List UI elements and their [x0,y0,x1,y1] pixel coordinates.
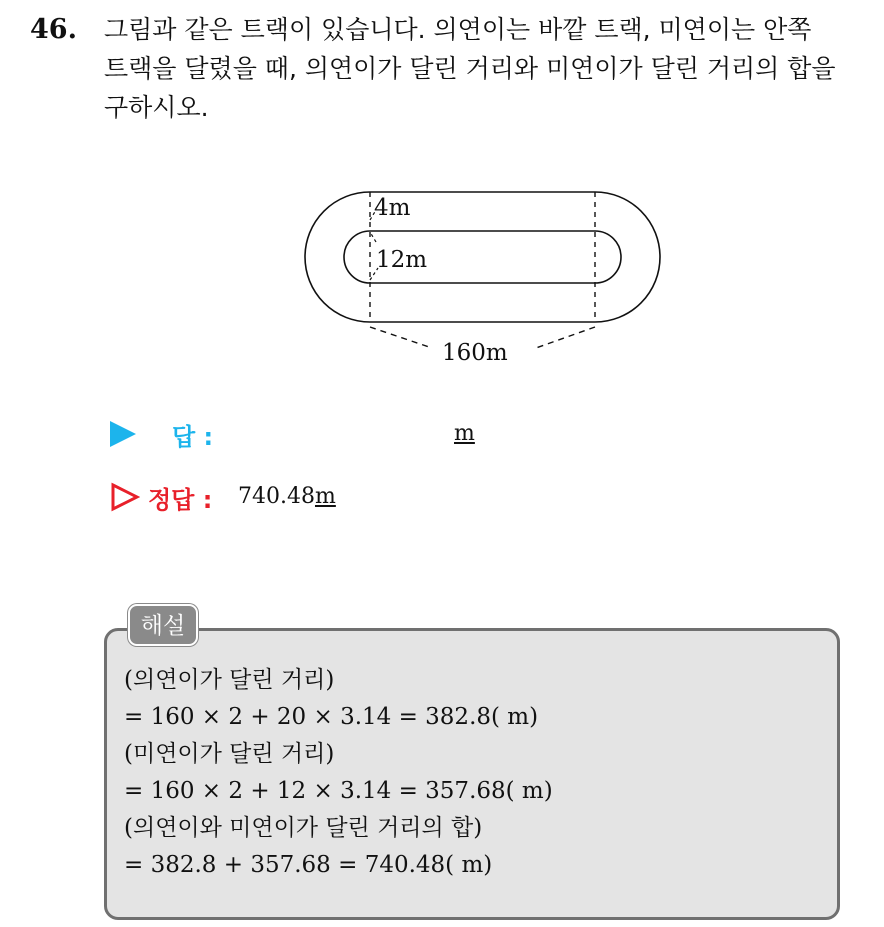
play-arrow-icon [110,421,136,447]
outer-track [305,192,660,322]
explanation-line: (의연이가 달린 거리) [124,667,335,693]
question-line: 트랙을 달렸을 때, 의연이가 달린 거리와 미연이가 달린 거리의 합을 [104,54,836,83]
question-line: 그림과 같은 트랙이 있습니다. 의연이는 바깥 트랙, 미연이는 안쪽 [104,15,812,44]
width-label: 4m [374,195,411,221]
question-text [104,10,864,127]
length-label: 160m [442,340,508,366]
outline-arrow-icon [110,482,140,512]
question-line: 구하시오. [104,93,209,122]
explanation-tab: 해설 [128,604,198,646]
explanation-line: = 160 × 2 + 12 × 3.14 = 357.68( m) [124,778,553,804]
answer-row [110,415,610,455]
explanation-line: (미연이가 달린 거리) [124,741,335,767]
correct-answer-label: 정답 : [148,486,213,514]
correct-answer-unit: m [314,484,336,509]
correct-answer-number: 740.48 [238,484,315,509]
explanation-line: (의연이와 미연이가 달린 거리의 합) [124,815,483,841]
explanation-line: = 382.8 + 357.68 = 740.48( m) [124,852,493,878]
track-diagram [290,180,670,374]
correct-answer-row [110,478,610,518]
diameter-label: 12m [376,247,428,273]
answer-label: 답 : [172,423,214,451]
explanation-line: = 160 × 2 + 20 × 3.14 = 382.8( m) [124,704,539,730]
answer-unit: m [454,421,475,446]
question-number: 46. [30,14,77,45]
correct-answer-value [238,484,336,509]
explanation-text [124,662,553,884]
